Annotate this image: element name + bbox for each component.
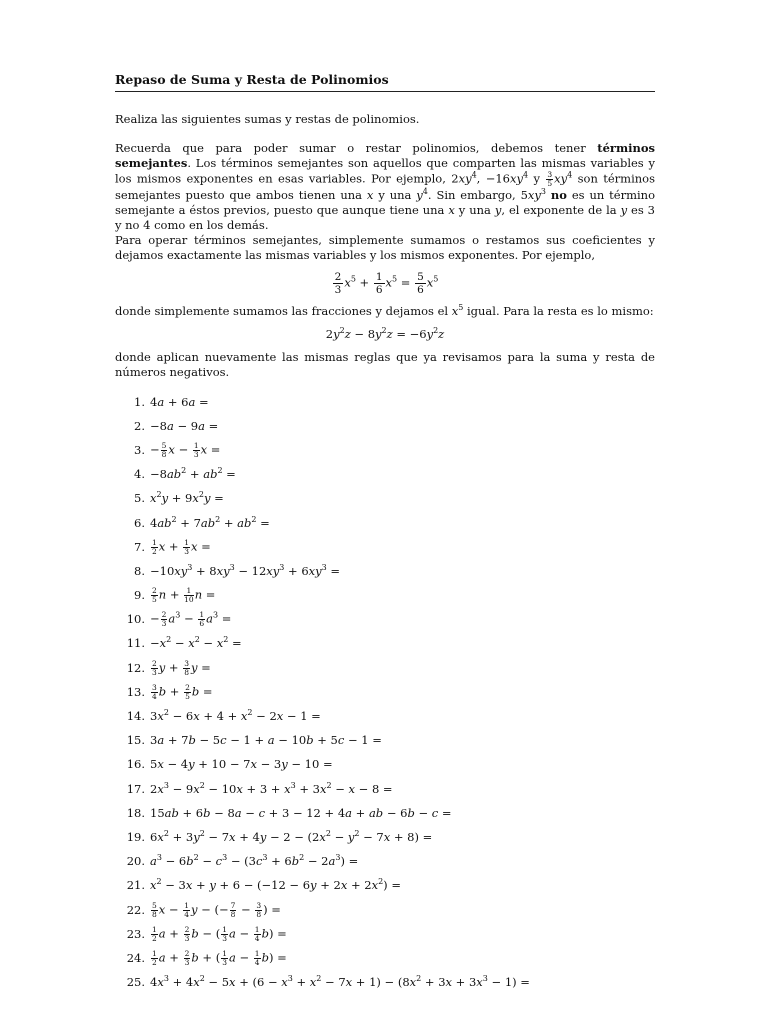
problem-number: 4.: [134, 467, 145, 482]
problem-expression: $4ab^2 + 7ab^2 + ab^2$ =: [150, 514, 270, 530]
problem-number: 3.: [134, 442, 145, 457]
list-item: [115, 704, 655, 728]
text-span: , el exponente de la: [501, 203, 621, 217]
list-item: [115, 898, 655, 922]
list-item: [115, 632, 655, 656]
problem-number: 22.: [126, 902, 145, 917]
list-item: [115, 511, 655, 535]
problem-number: 21.: [126, 878, 145, 893]
problem-expression: 3a + 7b − 5c − 1 + a − 10b + 5c − 1 =: [150, 733, 382, 748]
problem-expression: $\frac{1}{2}$ a + $\frac{2}{3}$ b + ( $\frac{1}{3}$ a − $\frac{1}{4}$ b) =: [152, 948, 287, 967]
intro-text: Realiza las siguientes sumas y restas de polinomios.: [115, 112, 420, 126]
problem-expression: $a^3 - 6b^2 - c^3 - (3c^3 + 6b^2 - 2a^3)$ =: [150, 853, 359, 869]
text-span: donde simplemente sumamos las fracciones y dejamos el: [115, 304, 452, 318]
problem-expression: $-10xy^3 + 8xy^3 - 12xy^3 + 6xy^3$ =: [150, 563, 341, 578]
problem-expression: $6x^2 + 3y^2 - 7x + 4y - 2 - (2x^2 - y^2 - 7x + 8)$ =: [150, 829, 433, 844]
list-item: [115, 922, 655, 946]
problem-expression: 4a + 6a =: [150, 394, 209, 409]
problem-number: 18.: [126, 805, 145, 820]
problem-expression: $\frac{2}{3}$ y + $\frac{3}{8}$ y =: [152, 658, 211, 677]
list-item: [115, 559, 655, 583]
problem-expression: − $\frac{5}{8}$ x − $\frac{1}{3}$ x =: [150, 440, 221, 459]
text-span: . Sin embargo,: [427, 188, 521, 202]
problem-list: [115, 390, 655, 995]
problem-number: 2.: [134, 418, 145, 433]
text-span: Recuerda que para poder sumar o restar polinomios, debemos tener: [115, 141, 598, 155]
list-item: [115, 801, 655, 825]
problem-number: 17.: [126, 781, 145, 796]
problem-number: 6.: [134, 515, 145, 530]
list-item: [115, 463, 655, 487]
list-item: [115, 777, 655, 801]
text-span: es 3 y no 4 como en los demás.: [115, 203, 655, 232]
text-span: igual. Para la resta es lo mismo:: [463, 304, 654, 318]
list-item: [115, 414, 655, 438]
problem-number: 9.: [134, 588, 145, 603]
list-item: [115, 971, 655, 995]
example-equation-difference: $2y^2z - 8y^2z = -6y^2z$: [325, 326, 445, 341]
problem-expression: $2x^3 - 9x^2 - 10x + 3 + x^3 + 3x^2 - x - 8$ =: [150, 780, 393, 796]
list-item: [115, 850, 655, 874]
list-item: [115, 438, 655, 462]
explanation-block: [115, 141, 655, 380]
problem-expression: $-8ab^2 + ab^2$ =: [150, 466, 236, 482]
problem-number: 24.: [126, 950, 145, 965]
problem-number: 7.: [134, 539, 145, 554]
problem-expression: −8a − 9a =: [150, 418, 219, 433]
list-item: [115, 729, 655, 753]
problem-number: 13.: [126, 684, 145, 699]
problem-number: 16.: [126, 757, 145, 772]
explanation-paragraph: Recuerda que para poder sumar o restar polinomios, debemos tener términos semejantes. Los términos semejantes son aquellos que comparten las mismas variables y los mismos exponentes en esas variables. Por ejemplo, $2xy^4$, $-16xy^4$ y $\frac{3}{5}$ $xy^4$ son términos semejantes puesto que ambos tienen una x y una $y^4$. Sin embargo, $5xy^3$ no es un término semejante a éstos previos, puesto que aunque tiene una x y una y, el exponente de la y es 3 y no 4 como en los demás.: [115, 141, 655, 232]
list-item: [115, 656, 655, 680]
document-page: [115, 72, 655, 995]
problem-expression: $\frac{2}{5}$ n + $\frac{1}{10}$ n =: [152, 586, 216, 605]
problem-expression: $-x^2 - x^2 - x^2$ =: [150, 635, 242, 651]
bold-term: no: [550, 188, 567, 202]
problem-expression: $3x^2 - 6x + 4 + x^2 - 2x - 1$ =: [150, 708, 321, 724]
list-item: [115, 825, 655, 849]
problem-number: 12.: [126, 660, 145, 675]
problem-number: 8.: [134, 563, 145, 578]
problem-number: 15.: [126, 733, 145, 748]
explanation-paragraph: donde simplemente sumamos las fracciones y dejamos el $x^5$ igual. Para la resta es lo mismo:: [115, 303, 654, 318]
list-item: [115, 584, 655, 608]
problem-expression: 15ab + 6b − 8a − c + 3 − 12 + 4a + ab − 6b − c =: [150, 805, 452, 820]
problem-expression: $\frac{3}{4}$ b + $\frac{2}{5}$ b =: [152, 682, 213, 701]
problem-number: 5.: [134, 491, 145, 506]
problem-number: 10.: [126, 612, 145, 627]
problem-expression: $\frac{1}{2}$ a + $\frac{2}{3}$ b − ( $\frac{1}{3}$ a − $\frac{1}{4}$ b) =: [152, 924, 287, 943]
page-title: Repaso de Suma y Resta de Polinomios: [115, 72, 655, 92]
problem-number: 1.: [134, 394, 145, 409]
problem-number: 20.: [126, 854, 145, 869]
example-equation-sum: $\frac{2}{3}$ $x^5$ + $\frac{1}{6}$ $x^5$ = $\frac{5}{6}$ $x^5$: [334, 271, 439, 296]
problem-expression: $x^2y + 9x^2y$ =: [150, 490, 224, 506]
list-item: [115, 946, 655, 970]
text-span: . Los términos semejantes son aquellos que comparten las mismas variables y los mismos exponentes en esas variables. Por ejemplo,: [115, 156, 655, 186]
list-item: [115, 608, 655, 632]
problem-number: 11.: [126, 636, 145, 651]
text-span: es un término semejante a éstos previos, puesto que aunque tiene una: [115, 188, 655, 217]
explanation-paragraph: donde aplican nuevamente las mismas reglas que ya revisamos para la suma y resta de números negativos.: [115, 350, 655, 379]
bold-term: términos semejantes: [115, 141, 655, 170]
problem-expression: $4x^3 + 4x^2 - 5x + (6 - x^3 + x^2 - 7x + 1) - (8x^2 + 3x + 3x^3 - 1)$ =: [150, 974, 530, 990]
problem-number: 19.: [126, 829, 145, 844]
list-item: [115, 487, 655, 511]
list-item: [115, 680, 655, 704]
problem-expression: $\frac{5}{8}$ x − $\frac{1}{4}$ y − (− $\frac{7}{8}$ − $\frac{3}{8}$ ) =: [152, 900, 281, 919]
problem-expression: 5x − 4y + 10 − 7x − 3y − 10 =: [150, 757, 333, 772]
problem-number: 25.: [126, 975, 145, 990]
problem-expression: − $\frac{2}{3}$ $a^3$ − $\frac{1}{6}$ $a^3$ =: [150, 610, 232, 629]
list-item: [115, 535, 655, 559]
problem-number: 14.: [126, 709, 145, 724]
list-item: [115, 753, 655, 777]
problem-expression: $x^2 - 3x + y + 6 - (-12 - 6y + 2x + 2x^2)$ =: [150, 877, 401, 893]
text-span: son términos semejantes puesto que ambos tienen una: [115, 171, 655, 202]
list-item: [115, 874, 655, 898]
list-item: [115, 390, 655, 414]
problem-expression: $\frac{1}{2}$ x + $\frac{1}{3}$ x =: [152, 537, 211, 556]
problem-number: 23.: [126, 926, 145, 941]
explanation-paragraph: Para operar términos semejantes, simplemente sumamos o restamos sus coeficientes y dejamos exactamente las mismas variables y los mismos exponentes. Por ejemplo,: [115, 233, 655, 262]
